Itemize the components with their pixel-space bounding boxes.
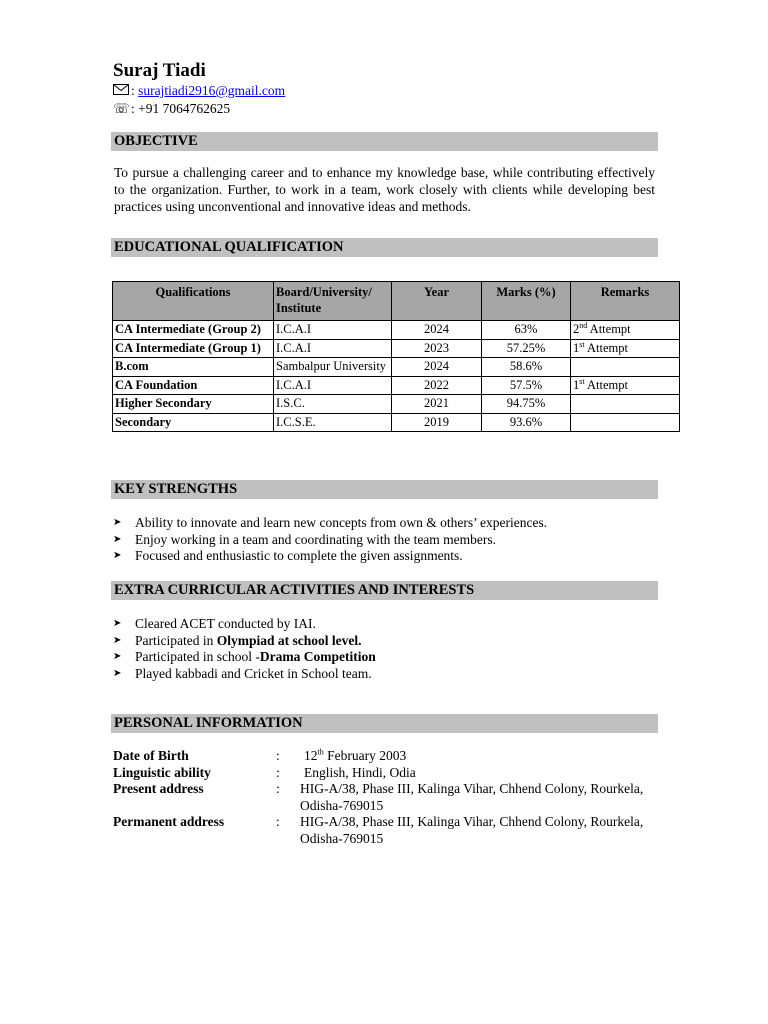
- year-cell: 2021: [392, 395, 482, 414]
- dob-value: 12th February 2003: [304, 747, 407, 763]
- table-row: [113, 339, 680, 358]
- arrow-bullet-icon: ➤: [113, 667, 122, 679]
- language-value: English, Hindi, Odia: [304, 765, 416, 780]
- remarks-cell: 2nd Attempt: [571, 321, 680, 340]
- board-cell: Sambalpur University: [274, 358, 392, 377]
- column-header: Remarks: [571, 282, 680, 321]
- column-header: Board/University/ Institute: [274, 282, 392, 321]
- year-cell: 2019: [392, 413, 482, 432]
- present-address-value: HIG-A/38, Phase III, Kalinga Vihar, Chhend Colony, Rourkela, Odisha-769015: [300, 781, 644, 813]
- qualification-cell: CA Intermediate (Group 2): [113, 321, 274, 340]
- strengths-heading: KEY STRENGTHS: [111, 480, 658, 499]
- objective-text: To pursue a challenging career and to enhance my knowledge base, while contributing effectively to the organization. Further, to work in a team, work closely with clients while developing best practices using unconventional and innovative ideas and methods.: [114, 165, 655, 214]
- year-cell: 2022: [392, 376, 482, 395]
- remarks-cell: 1st Attempt: [571, 376, 680, 395]
- qualification-cell: Higher Secondary: [113, 395, 274, 414]
- extra-list: [113, 616, 376, 682]
- email-line: : surajtiadi2916@gmail.com: [113, 83, 285, 99]
- list-item: ➤ Enjoy working in a team and coordinating with the team members.: [113, 531, 497, 547]
- qualification-cell: CA Intermediate (Group 1): [113, 339, 274, 358]
- email-link[interactable]: surajtiadi2916@gmail.com: [138, 83, 286, 98]
- list-item: ➤ Participated in school -Drama Competition: [113, 649, 376, 664]
- arrow-bullet-icon: ➤: [113, 533, 122, 545]
- qualification-cell: CA Foundation: [113, 376, 274, 395]
- objective-heading: OBJECTIVE: [111, 132, 658, 151]
- year-cell: 2024: [392, 321, 482, 340]
- permanent-address-value: HIG-A/38, Phase III, Kalinga Vihar, Chhend Colony, Rourkela, Odisha-769015: [300, 814, 644, 846]
- marks-cell: 57.25%: [482, 339, 571, 358]
- remarks-cell: [571, 358, 680, 377]
- language-label: Linguistic ability: [113, 765, 211, 780]
- qualification-cell: Secondary: [113, 413, 274, 432]
- colon: :: [276, 781, 280, 796]
- list-item: ➤ Ability to innovate and learn new concepts from own & others’ experiences.: [113, 515, 548, 530]
- table-row: [113, 376, 680, 395]
- education-heading: EDUCATIONAL QUALIFICATION: [111, 238, 658, 257]
- colon: :: [276, 814, 280, 829]
- arrow-bullet-icon: ➤: [113, 634, 122, 646]
- arrow-bullet-icon: ➤: [113, 550, 122, 561]
- telephone-icon: ☏: [113, 101, 130, 116]
- board-cell: I.C.A.I: [274, 321, 392, 340]
- table-row: [113, 321, 680, 340]
- marks-cell: 57.5%: [482, 376, 571, 395]
- list-item: ➤ Played kabbadi and Cricket in School team.: [113, 665, 372, 681]
- remarks-cell: [571, 395, 680, 414]
- extra-heading: EXTRA CURRICULAR ACTIVITIES AND INTERESTS: [111, 581, 658, 600]
- remarks-cell: 1st Attempt: [571, 339, 680, 358]
- phone-number: +91 7064762625: [138, 101, 231, 116]
- marks-cell: 63%: [482, 321, 571, 340]
- qualification-cell: B.com: [113, 358, 274, 377]
- table-header-row: [113, 282, 680, 321]
- dob-label: Date of Birth: [113, 748, 189, 763]
- board-cell: I.S.C.: [274, 395, 392, 414]
- personal-heading: PERSONAL INFORMATION: [111, 714, 658, 733]
- candidate-name: Suraj Tiadi: [113, 60, 206, 81]
- permanent-address-label: Permanent address: [113, 814, 225, 829]
- phone-line: ☏: +91 7064762625: [113, 101, 231, 116]
- board-cell: I.C.S.E.: [274, 413, 392, 432]
- table-row: [113, 413, 680, 432]
- year-cell: 2023: [392, 339, 482, 358]
- list-item: ➤ Cleared ACET conducted by IAI.: [113, 616, 316, 631]
- envelope-icon: [113, 83, 131, 99]
- education-table: [112, 281, 680, 432]
- strengths-list: [113, 515, 547, 565]
- column-header: Year: [392, 282, 482, 321]
- column-header: Marks (%): [482, 282, 571, 321]
- board-cell: I.C.A.I: [274, 376, 392, 395]
- board-cell: I.C.A.I: [274, 339, 392, 358]
- colon: :: [276, 765, 280, 780]
- year-cell: 2024: [392, 358, 482, 377]
- marks-cell: 94.75%: [482, 395, 571, 414]
- list-item: ➤ Participated in Olympiad at school level.: [113, 632, 362, 648]
- marks-cell: 93.6%: [482, 413, 571, 432]
- arrow-bullet-icon: ➤: [113, 651, 122, 662]
- colon: :: [276, 748, 280, 763]
- list-item: ➤ Focused and enthusiastic to complete the given assignments.: [113, 548, 463, 563]
- marks-cell: 58.6%: [482, 358, 571, 377]
- arrow-bullet-icon: ➤: [113, 517, 122, 528]
- table-row: [113, 358, 680, 377]
- table-row: [113, 395, 680, 414]
- arrow-bullet-icon: ➤: [113, 618, 122, 629]
- column-header: Qualifications: [113, 282, 274, 321]
- present-address-label: Present address: [113, 781, 204, 796]
- remarks-cell: [571, 413, 680, 432]
